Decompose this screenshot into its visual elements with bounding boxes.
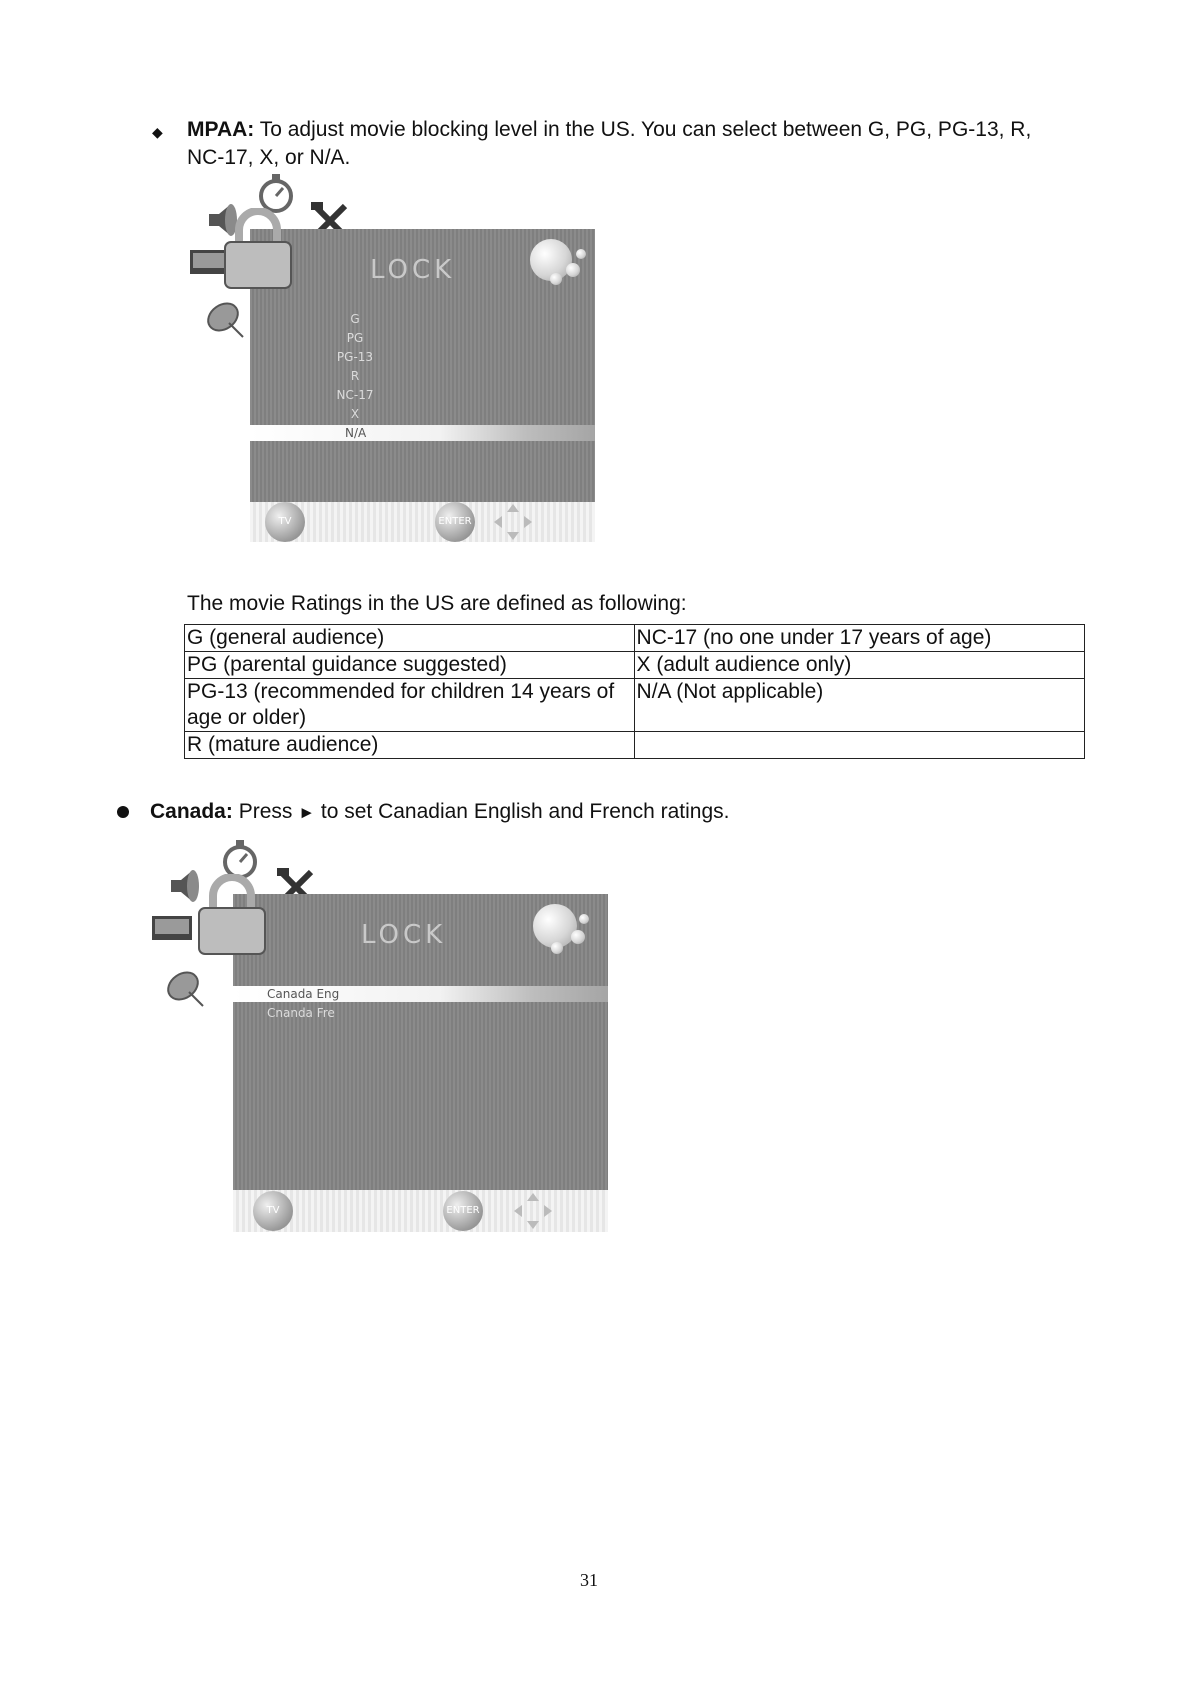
menu-footer bbox=[250, 502, 595, 567]
enter-button[interactable]: ENTER bbox=[443, 1191, 483, 1231]
rating-option-r[interactable]: R bbox=[350, 369, 360, 383]
mpaa-paragraph bbox=[187, 116, 1087, 172]
table-row bbox=[185, 652, 1085, 679]
lock-icon bbox=[221, 208, 295, 292]
diamond-bullet-icon: ◆ bbox=[152, 124, 163, 140]
right-arrow-icon: ► bbox=[298, 803, 316, 822]
rating-option-pg13[interactable]: PG-13 bbox=[336, 350, 374, 364]
lock-menu-screenshot-canada bbox=[145, 838, 615, 1256]
enter-button[interactable]: ENTER bbox=[435, 502, 475, 542]
bubble-decoration bbox=[550, 273, 562, 285]
lock-icon bbox=[195, 874, 269, 958]
tv-menu-button[interactable]: TV MENU bbox=[253, 1191, 293, 1231]
mpaa-label: MPAA: bbox=[187, 118, 255, 141]
bubble-decoration bbox=[576, 249, 586, 259]
round-bullet-icon bbox=[117, 806, 129, 818]
selected-rating-row[interactable] bbox=[250, 425, 595, 441]
table-cell: NC-17 (no one under 17 years of age) bbox=[634, 625, 1084, 652]
bubble-decoration bbox=[566, 263, 580, 277]
menu-title: LOCK bbox=[361, 920, 447, 950]
canada-paragraph bbox=[150, 798, 1050, 827]
menu-screen bbox=[250, 229, 595, 502]
canada-text-after: to set Canadian English and French ratings. bbox=[315, 800, 730, 823]
rating-option-x[interactable]: X bbox=[350, 407, 360, 421]
satellite-dish-icon bbox=[203, 297, 247, 341]
menu-title: LOCK bbox=[370, 255, 456, 285]
tv-menu-button[interactable]: TV MENU bbox=[265, 502, 305, 542]
ratings-intro: The movie Ratings in the US are defined as following: bbox=[187, 592, 687, 615]
canada-text-before: Press bbox=[232, 800, 299, 823]
lock-menu-screenshot-mpaa bbox=[183, 172, 643, 582]
tv-icon bbox=[150, 912, 196, 946]
bubble-decoration bbox=[551, 942, 563, 954]
mpaa-text: To adjust movie blocking level in the US. You can select between G, PG, PG-13, R, bbox=[254, 118, 1032, 141]
rating-option-pg[interactable]: PG bbox=[346, 331, 364, 345]
ratings-table bbox=[184, 624, 1085, 759]
table-cell: X (adult audience only) bbox=[634, 652, 1084, 679]
canada-label: Canada: bbox=[150, 800, 233, 823]
mpaa-text-line2: NC-17, X, or N/A. bbox=[187, 146, 351, 169]
menu-screen bbox=[233, 894, 608, 1190]
bubble-decoration bbox=[579, 914, 589, 924]
table-cell: PG-13 (recommended for children 14 years of age or older) bbox=[185, 679, 635, 732]
table-cell: R (mature audience) bbox=[185, 732, 635, 759]
table-cell bbox=[634, 732, 1084, 759]
menu-footer bbox=[233, 1190, 608, 1256]
table-row bbox=[185, 625, 1085, 652]
table-cell: G (general audience) bbox=[185, 625, 635, 652]
table-cell: PG (parental guidance suggested) bbox=[185, 652, 635, 679]
table-cell: N/A (Not applicable) bbox=[634, 679, 1084, 732]
table-row bbox=[185, 732, 1085, 759]
table-row bbox=[185, 679, 1085, 732]
nav-arrows-icon[interactable] bbox=[508, 1191, 558, 1231]
nav-arrows-icon[interactable] bbox=[488, 502, 538, 542]
canada-eng-option: Canada Eng bbox=[267, 987, 340, 1001]
satellite-dish-icon bbox=[163, 966, 207, 1010]
selected-canada-row[interactable] bbox=[233, 986, 608, 1002]
rating-option-nc17[interactable]: NC-17 bbox=[336, 388, 374, 402]
page-number: 31 bbox=[580, 1570, 598, 1590]
rating-option-g[interactable]: G bbox=[350, 312, 360, 326]
bubble-decoration bbox=[571, 930, 585, 944]
canada-fre-option[interactable]: Cnanda Fre bbox=[267, 1006, 335, 1020]
rating-option-na: N/A bbox=[345, 426, 367, 440]
